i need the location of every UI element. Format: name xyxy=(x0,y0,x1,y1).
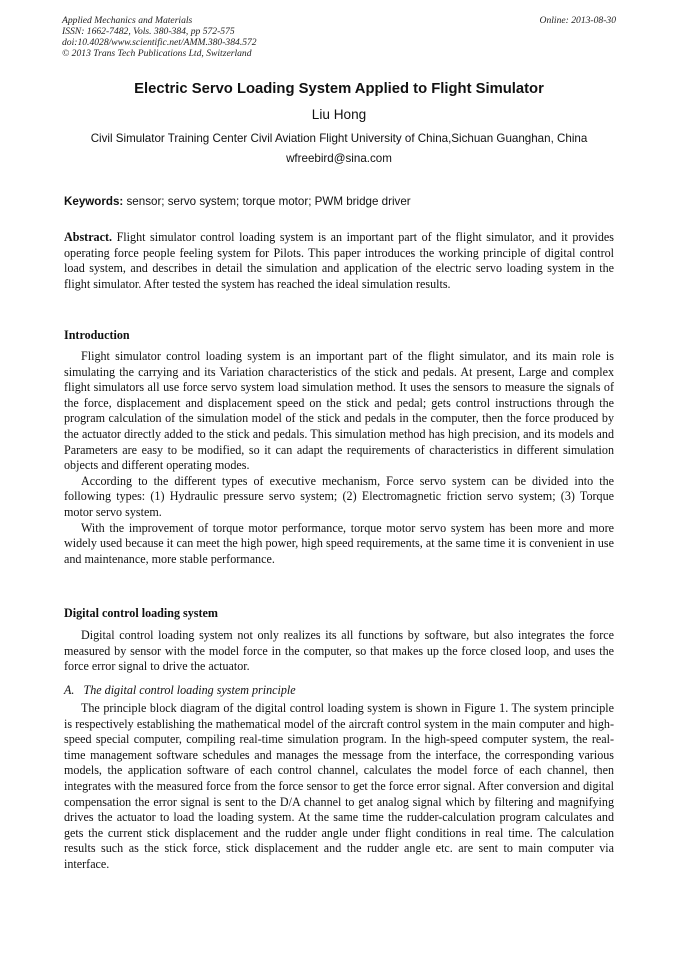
keywords-text: sensor; servo system; torque motor; PWM bridge driver xyxy=(123,195,411,208)
digital-control-heading: Digital control loading system xyxy=(64,606,218,620)
doi-line: doi:10.4028/www.scientific.net/AMM.380-384.572 xyxy=(62,37,257,48)
introduction-paragraph: According to the different types of executive mechanism, Force servo system can be divided into the following types: (1) Hydraulic pressure servo system; (2) Electromagnetic friction servo system; (3) Torque motor servo system. xyxy=(64,473,614,519)
keywords-label: Keywords: xyxy=(64,195,124,208)
author-affiliation: Civil Simulator Training Center Civil Aviation Flight University of China,Sichuan Guanghan, China xyxy=(90,132,588,145)
copyright-line: © 2013 Trans Tech Publications Ltd, Switzerland xyxy=(62,48,252,59)
author-name: Liu Hong xyxy=(311,107,367,122)
abstract-label: Abstract. xyxy=(64,230,113,244)
introduction-body xyxy=(64,349,614,567)
introduction-paragraph: Flight simulator control loading system is an important part of the flight simulator, and its main role is simulating the carrying and its Variation characteristics of the stick and pedals. At present, Large and complex flight simulators all use force servo system load simulation method. It uses the sensors to measure the signals of the force, displacement and displacement speed on the stick and pedal; gets control instructions through the program calculation of the simulation model of the stick and pedals in the computer, then the force produced by the actuator directly added to the stick and pedals. This simulation method has high precision, and its models and Parameters are easy to be modified, so it can adapt the requirements of characteristics in different simulation objects and different operating modes. xyxy=(64,349,614,473)
paper-title: Electric Servo Loading System Applied to Flight Simulator xyxy=(134,81,544,97)
keywords xyxy=(64,194,616,209)
abstract xyxy=(64,230,614,292)
subsection-heading: A. The digital control loading system principle xyxy=(64,683,296,697)
issn-line: ISSN: 1662-7482, Vols. 380-384, pp 572-575 xyxy=(62,26,235,37)
author-email: wfreebird@sina.com xyxy=(286,152,392,165)
digital-control-paragraph: Digital control loading system not only realizes its all functions by software, but also integrates the force measured by sensor with the model force in the computer, so that makes up the force closed loop, and uses the force error signal to drive the actuator. xyxy=(64,628,614,674)
subsection-body xyxy=(64,701,614,873)
online-date: Online: 2013-08-30 xyxy=(539,15,616,26)
introduction-paragraph: With the improvement of torque motor performance, torque motor servo system has been more and more widely used because it can meet the high power, high speed requirements, at the same time it is convenient in use and maintenance, more stable performance. xyxy=(64,520,614,566)
journal-header xyxy=(62,15,616,59)
abstract-text: Flight simulator control loading system is an important part of the flight simulator, and it provides operating force people feeling system for Pilots. This paper introduces the working principle of digital control load system, and describes in detail the simulation and application of the electric servo loading system in the flight simulator. After tested the system has reached the ideal simulation results. xyxy=(64,230,614,291)
introduction-heading: Introduction xyxy=(64,328,130,342)
digital-control-body xyxy=(64,628,614,675)
journal-name: Applied Mechanics and Materials xyxy=(62,15,193,26)
subsection-paragraph: The principle block diagram of the digital control loading system is shown in Figure 1. The system principle is respectively establishing the mathematical model of the aircraft control system in the main computer and high-speed special computer, compiling real-time simulation program. In the high-speed computer system, the real-time management software schedules and manages the message from the interface, the corresponding various models, the application software of each control channel, calculates the model force of each channel, then integrates with the measured force from the force sensor to get the force error signal. After conversion and digital compensation the error signal is sent to the D/A channel to get analog signal which by filtering and magnifying drives the actuator to load the loading system. At the same time the rudder-calculation program calculates and gets the current stick displacement and the rudder angle under flight conditions in real time. The calculation results such as the stick force, stick displacement and the rudder angle etc. are sent to main computer via interface. xyxy=(64,701,614,871)
